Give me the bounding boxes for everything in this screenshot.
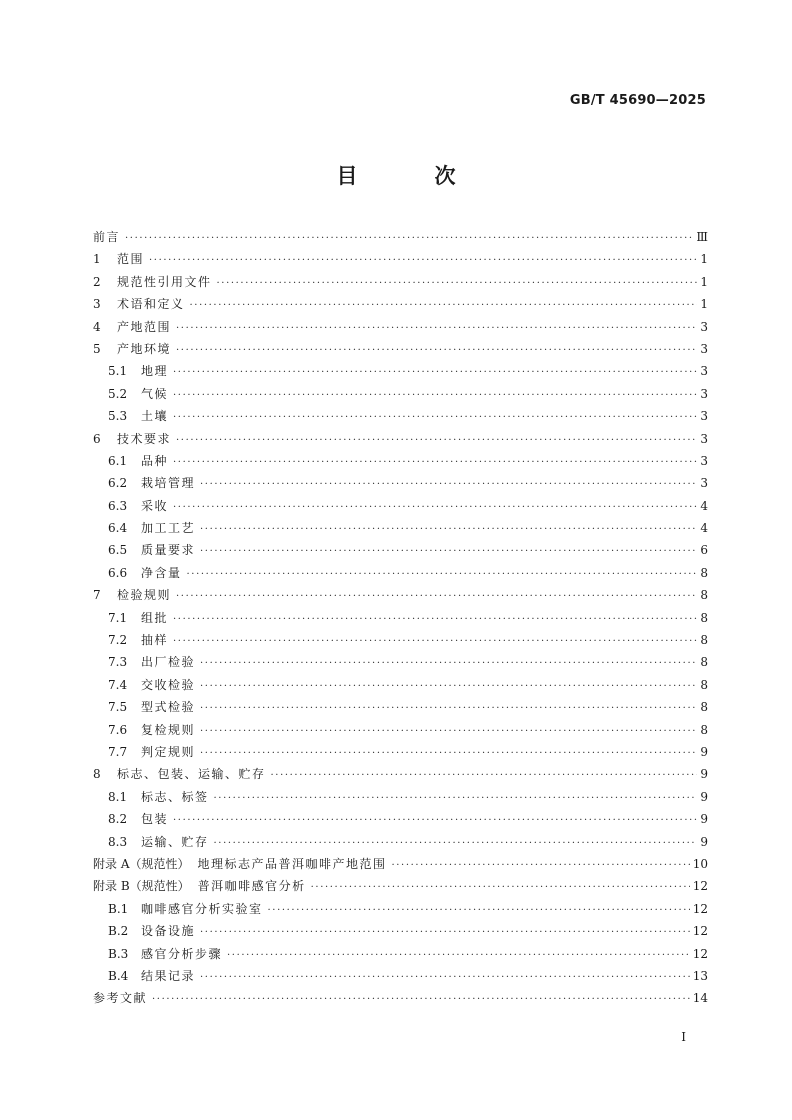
page-title: 目 次 — [336, 164, 484, 188]
toc-entry-title: 普洱咖啡感官分析 — [197, 879, 306, 894]
toc-entry[interactable] — [93, 898, 708, 920]
toc-entry-page: 1 — [700, 252, 708, 267]
toc-entry-title: 地理标志产品普洱咖啡产地范围 — [197, 856, 387, 871]
toc-entry[interactable] — [93, 472, 708, 494]
toc-entry-page: 10 — [692, 856, 708, 871]
toc-entry-title: 咖啡感官分析实验室 — [141, 901, 263, 916]
toc-entry[interactable] — [93, 629, 708, 651]
toc-entry-page: 3 — [700, 476, 708, 491]
toc-dot-leader — [173, 362, 697, 384]
toc-entry-number: 7 — [93, 588, 101, 603]
toc-dot-leader — [173, 810, 697, 832]
toc-entry-number: 5 — [93, 341, 101, 356]
toc-entry-title: 范围 — [117, 252, 145, 267]
toc-entry[interactable] — [93, 920, 708, 942]
toc-entry-page: 9 — [700, 834, 708, 849]
toc-entry-title: 净含量 — [141, 565, 182, 580]
toc-entry[interactable] — [93, 271, 708, 293]
toc-entry[interactable] — [93, 719, 708, 741]
toc-entry-number: 5.3 — [108, 409, 128, 424]
toc-entry-number: 6.3 — [108, 498, 128, 513]
toc-entry[interactable] — [93, 853, 708, 875]
toc-entry-number: B.4 — [108, 968, 129, 983]
toc-entry-title: 设备设施 — [141, 924, 196, 939]
toc-entry-title: 加工工艺 — [141, 521, 196, 536]
toc-entry[interactable] — [93, 786, 708, 808]
toc-entry[interactable] — [93, 696, 708, 718]
toc-entry-title: 前言 — [93, 230, 121, 244]
toc-entry-number: B.2 — [108, 924, 129, 939]
toc-entry-title: 感官分析步骤 — [141, 946, 223, 961]
toc-entry-page: 3 — [700, 386, 708, 401]
toc-entry-page: 14 — [692, 991, 708, 1006]
toc-entry-number: 5.1 — [108, 364, 128, 379]
toc-dot-leader — [200, 541, 697, 563]
toc-entry-number: 5.2 — [108, 386, 128, 401]
toc-dot-leader — [268, 900, 690, 922]
toc-dot-leader — [173, 407, 697, 429]
toc-entry[interactable] — [93, 428, 708, 450]
toc-entry-page: 12 — [692, 924, 708, 939]
toc-entry-title: 产地范围 — [117, 319, 172, 334]
toc-entry[interactable] — [93, 360, 708, 382]
toc-entry-title: 规范性引用文件 — [117, 274, 212, 289]
toc-entry-title: 出厂检验 — [141, 655, 196, 670]
toc-entry[interactable] — [93, 875, 708, 897]
toc-entry-number: 6.4 — [108, 521, 128, 536]
toc-dot-leader — [152, 989, 690, 1011]
toc-entry-number: 附录 A（规范性） — [93, 856, 190, 871]
toc-entry-title: 栽培管理 — [141, 476, 196, 491]
toc-dot-leader — [173, 452, 697, 474]
toc-entry-page: 9 — [700, 767, 708, 782]
toc-entry[interactable] — [93, 607, 708, 629]
toc-entry-number: 4 — [93, 319, 101, 334]
toc-entry[interactable] — [93, 539, 708, 561]
toc-dot-leader — [176, 430, 697, 452]
toc-entry[interactable] — [93, 517, 708, 539]
toc-dot-leader — [176, 318, 697, 340]
toc-entry-number: B.1 — [108, 901, 129, 916]
toc-entry-title: 抽样 — [141, 633, 169, 648]
toc-entry[interactable] — [93, 495, 708, 517]
toc-entry-page: 9 — [700, 812, 708, 827]
toc-dot-leader — [200, 967, 690, 989]
toc-entry-number: 6.1 — [108, 453, 128, 468]
toc-dot-leader — [200, 698, 697, 720]
toc-entry-number: 6.5 — [108, 543, 128, 558]
toc-entry-number: 附录 B（规范性） — [93, 879, 190, 894]
toc-dot-leader — [227, 945, 690, 967]
toc-entry-number: 1 — [93, 252, 101, 267]
toc-entry-page: 4 — [700, 521, 708, 536]
toc-entry-title: 结果记录 — [141, 968, 196, 983]
toc-entry-number: 8 — [93, 767, 101, 782]
toc-dot-leader — [200, 653, 697, 675]
toc-entry-page: 8 — [700, 565, 708, 580]
toc-entry-number: 6 — [93, 431, 101, 446]
toc-entry-page: 8 — [700, 588, 708, 603]
toc-entry-number: B.3 — [108, 946, 129, 961]
toc-entry-page: 12 — [692, 901, 708, 916]
toc-dot-leader — [200, 721, 697, 743]
toc-entry-page: 4 — [700, 498, 708, 513]
toc-entry-number: 7.1 — [108, 610, 128, 625]
toc-entry-title: 参考文献 — [93, 991, 148, 1006]
toc-entry-number: 7.4 — [108, 677, 128, 692]
toc-dot-leader — [214, 788, 697, 810]
toc-entry-number: 8.2 — [108, 812, 128, 827]
toc-entry[interactable] — [93, 987, 708, 1009]
toc-entry-page: 8 — [700, 722, 708, 737]
standard-number: GB/T 45690—2025 — [569, 93, 706, 108]
toc-dot-leader — [214, 833, 697, 855]
toc-entry-page: 3 — [700, 409, 708, 424]
toc-entry[interactable] — [93, 293, 708, 315]
toc-entry-page: 8 — [700, 677, 708, 692]
toc-entry-title: 术语和定义 — [117, 297, 185, 312]
toc-entry-page: 8 — [700, 655, 708, 670]
toc-entry[interactable] — [93, 383, 708, 405]
toc-entry-title: 检验规则 — [117, 588, 172, 603]
toc-entry-number: 8.3 — [108, 834, 128, 849]
toc-entry-page: 6 — [700, 543, 708, 558]
toc-entry-title: 标志、包装、运输、贮存 — [117, 767, 266, 782]
toc-entry-title: 组批 — [141, 610, 169, 625]
toc-entry-title: 质量要求 — [141, 543, 196, 558]
toc-entry-page: 8 — [700, 633, 708, 648]
toc-entry[interactable] — [93, 808, 708, 830]
page-number: I — [681, 1030, 686, 1044]
toc-entry-title: 土壤 — [141, 409, 169, 424]
toc-entry-page: 8 — [700, 610, 708, 625]
toc-entry-page: 12 — [692, 879, 708, 894]
toc-entry-title: 采收 — [141, 498, 169, 513]
toc-entry-number: 6.2 — [108, 476, 128, 491]
toc-dot-leader — [200, 743, 697, 765]
toc-entry[interactable] — [93, 741, 708, 763]
toc-entry-number: 7.7 — [108, 744, 128, 759]
toc-entry-page: Ⅲ — [696, 230, 708, 244]
toc-dot-leader — [311, 877, 690, 899]
toc-entry[interactable] — [93, 943, 708, 965]
toc-entry-title: 产地环境 — [117, 341, 172, 356]
toc-entry-number: 2 — [93, 274, 101, 289]
toc-entry-page: 12 — [692, 946, 708, 961]
toc-dot-leader — [173, 631, 697, 653]
toc-entry-title: 判定规则 — [141, 744, 196, 759]
toc-dot-leader — [173, 609, 697, 631]
toc-entry[interactable] — [93, 674, 708, 696]
toc-entry-page: 3 — [700, 341, 708, 356]
toc-entry-number: 7.6 — [108, 722, 128, 737]
toc-entry-number: 7.5 — [108, 700, 128, 715]
toc-entry[interactable] — [93, 965, 708, 987]
toc-entry-number: 6.6 — [108, 565, 128, 580]
toc-entry-page: 1 — [700, 274, 708, 289]
toc-entry[interactable] — [93, 338, 708, 360]
toc-entry-title: 交收检验 — [141, 677, 196, 692]
toc-dot-leader — [200, 922, 690, 944]
toc-dot-leader — [125, 228, 693, 250]
toc-dot-leader — [200, 519, 697, 541]
toc-entry[interactable] — [93, 405, 708, 427]
toc-entry-page: 13 — [692, 968, 708, 983]
toc-entry-page: 8 — [700, 700, 708, 715]
toc-entry-number: 8.1 — [108, 789, 128, 804]
toc-dot-leader — [176, 586, 697, 608]
toc-dot-leader — [173, 497, 697, 519]
toc-dot-leader — [176, 340, 697, 362]
toc-entry-page: 3 — [700, 431, 708, 446]
toc-entry-page: 9 — [700, 744, 708, 759]
toc-entry[interactable] — [93, 248, 708, 270]
toc-entry-page: 9 — [700, 789, 708, 804]
table-of-contents — [93, 226, 708, 1010]
toc-entry-page: 3 — [700, 364, 708, 379]
toc-entry[interactable] — [93, 584, 708, 606]
toc-entry-number: 7.2 — [108, 633, 128, 648]
toc-entry[interactable] — [93, 562, 708, 584]
toc-entry-page: 1 — [700, 297, 708, 312]
toc-entry-title: 技术要求 — [117, 431, 172, 446]
toc-entry[interactable] — [93, 651, 708, 673]
toc-entry-title: 复检规则 — [141, 722, 196, 737]
toc-dot-leader — [200, 676, 697, 698]
toc-entry-title: 气候 — [141, 386, 169, 401]
toc-dot-leader — [200, 474, 697, 496]
toc-dot-leader — [217, 273, 697, 295]
toc-entry-title: 运输、贮存 — [141, 834, 209, 849]
toc-dot-leader — [190, 295, 697, 317]
toc-entry[interactable] — [93, 316, 708, 338]
toc-entry-title: 标志、标签 — [141, 789, 209, 804]
toc-dot-leader — [187, 564, 697, 586]
toc-entry-title: 包装 — [141, 812, 169, 827]
toc-entry-page: 3 — [700, 453, 708, 468]
toc-entry[interactable] — [93, 831, 708, 853]
toc-entry-number: 3 — [93, 297, 101, 312]
toc-entry[interactable] — [93, 226, 708, 248]
toc-entry-title: 型式检验 — [141, 700, 196, 715]
toc-entry-title: 品种 — [141, 453, 169, 468]
toc-entry-title: 地理 — [141, 364, 169, 379]
toc-dot-leader — [149, 250, 697, 272]
toc-entry[interactable] — [93, 763, 708, 785]
toc-entry-number: 7.3 — [108, 655, 128, 670]
toc-dot-leader — [392, 855, 690, 877]
toc-dot-leader — [271, 765, 697, 787]
toc-entry[interactable] — [93, 450, 708, 472]
toc-entry-page: 3 — [700, 319, 708, 334]
toc-dot-leader — [173, 385, 697, 407]
